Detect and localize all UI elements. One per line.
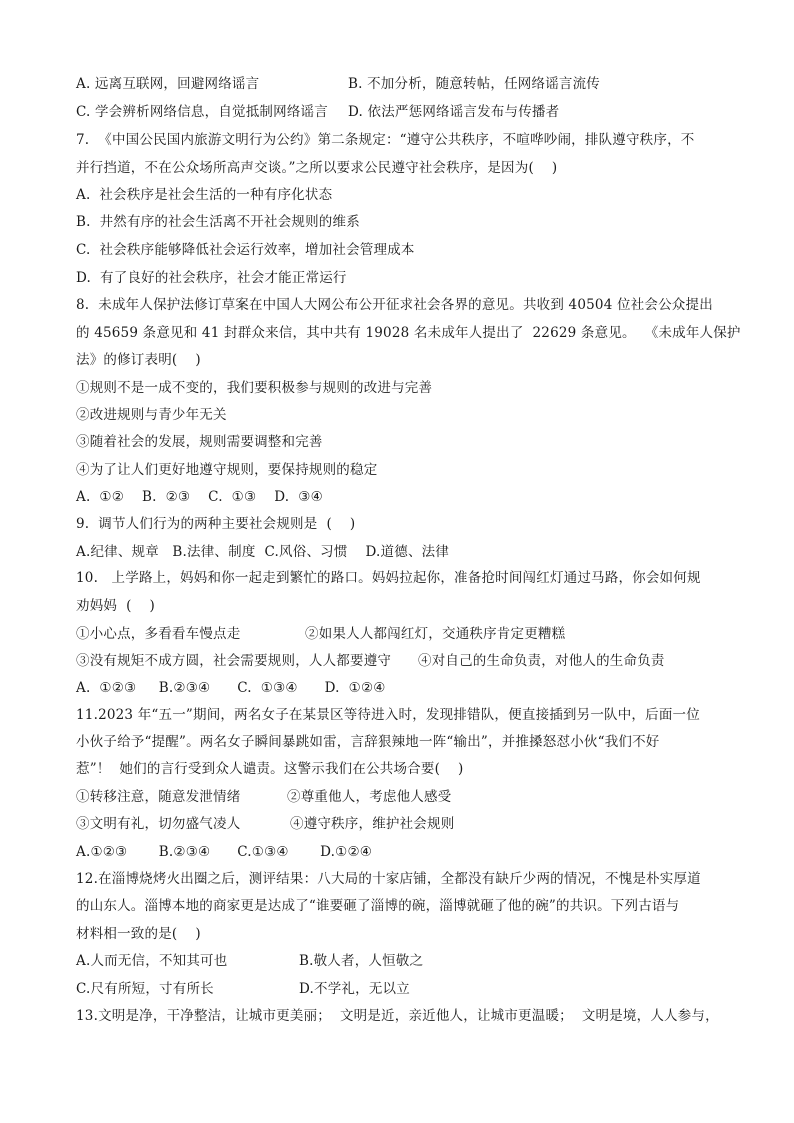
q12-option-d: D.不学礼，无以立 [299,981,410,997]
q11-stem-line2: 小伙子给予“提醒”。两名女子瞬间暴跳如雷，言辞狠辣地一阵“输出”，并推搡怒怼小伙“我们不好 [76,734,660,750]
q9-options: A.纪律、规章 B.法律、制度 C.风俗、习惯 D.道德、法律 [76,544,450,560]
q6-option-c: C. 学会辨析网络信息，自觉抵制网络谣言 [76,104,328,120]
q11-statement-1: ①转移注意，随意发泄情绪 [76,789,241,805]
q11-stem-line3: 惹”！ 她们的言行受到众人谴责。这警示我们在公共场合要( ) [76,761,464,777]
q7-option-c: C. 社会秩序能够降低社会运行效率，增加社会管理成本 [76,242,415,258]
q8-stem-line3: 法》的修订表明( ) [76,352,201,368]
q6-option-d: D. 依法严惩网络谣言发布与传播者 [348,104,560,120]
q8-statement-4: ④为了让人们更好地遵守规则，要保持规则的稳定 [76,462,378,478]
q8-statement-3: ③随着社会的发展，规则需要调整和完善 [76,434,323,450]
q10-statement-1: ①小心点，多看看车慢点走 [76,626,241,642]
q11-statement-3: ③文明有礼，切勿盛气凌人 [76,816,241,832]
q12-option-a: A.人而无信，不知其可也 [76,953,228,969]
q7-option-b: B. 井然有序的社会生活离不开社会规则的维系 [76,214,360,230]
q10-statement-3: ③没有规矩不成方圆，社会需要规则，人人都要遵守 [76,653,392,669]
q8-options: A. ①② B. ②③ C. ①③ D. ③④ [76,489,323,505]
q7-stem-line2: 并行挡道，不在公众场所高声交谈。”之所以要求公民遵守社会秩序，是因为( ) [76,160,558,176]
q8-stem-line2: 的 45659 条意见和 41 封群众来信，其中共有 19028 名未成年人提出了 22629 条意见。 《未成年人保护 [76,325,741,341]
q8-statement-2: ②改进规则与青少年无关 [76,407,227,423]
q11-stem-line1: 11.2023 年“五一”期间，两名女子在某景区等待进入时，发现排错队，便直接插到另一队中，后面一位 [76,707,700,723]
q7-option-a: A. 社会秩序是社会生活的一种有序化状态 [76,187,333,203]
q12-stem-line3: 材料相一致的是( ) [76,926,201,942]
q12-option-c: C.尺有所短，寸有所长 [76,981,214,997]
q10-stem-line1: 10. 上学路上，妈妈和你一起走到繁忙的路口。妈妈拉起你，准备抢时间闯红灯通过马路，你会如何规 [76,570,701,586]
q11-options: A.①②③ B.②③④ C.①③④ D.①②④ [76,844,373,860]
q10-options: A. ①②③ B.②③④ C. ①③④ D. ①②④ [76,680,386,696]
q10-statement-2: ②如果人人都闯红灯，交通秩序肯定更糟糕 [305,626,566,642]
q8-stem-line1: 8. 未成年人保护法修订草案在中国人大网公布公开征求社会各界的意见。共收到 40504 位社会公众提出 [76,297,713,313]
q13-stem-line1: 13.文明是净，干净整洁，让城市更美丽； 文明是近，亲近他人，让城市更温暖； 文明是境，人人参与， [76,1008,719,1024]
q12-stem-line2: 的山东人。淄博本地的商家更是达成了“谁要砸了淄博的碗，淄博就砸了他的碗”的共识。下列古语与 [76,898,680,914]
q7-option-d: D. 有了良好的社会秩序，社会才能正常运行 [76,270,347,286]
q10-stem-line2: 劝妈妈 ( ) [76,598,155,614]
q6-option-a: A. 远离互联网，回避网络谣言 [76,76,260,92]
q10-statement-4: ④对自己的生命负责，对他人的生命负责 [418,653,665,669]
q7-stem-line1: 7. 《中国公民国内旅游文明行为公约》第二条规定：“遵守公共秩序，不喧哗吵闹，排队遵守秩序，不 [76,132,695,148]
q12-stem-line1: 12.在淄博烧烤火出圈之后，测评结果：八大局的十家店铺，全都没有缺斤少两的情况，不愧是朴实厚道 [76,871,701,887]
q6-option-b: B. 不加分析，随意转帖，任网络谣言流传 [348,76,601,92]
q11-statement-2: ②尊重他人，考虑他人感受 [287,789,452,805]
q12-option-b: B.敬人者，人恒敬之 [299,953,424,969]
q9-stem: 9. 调节人们行为的两种主要社会规则是 ( ) [76,516,356,532]
q8-statement-1: ①规则不是一成不变的，我们要积极参与规则的改进与完善 [76,380,433,396]
q11-statement-4: ④遵守秩序，维护社会规则 [290,816,455,832]
